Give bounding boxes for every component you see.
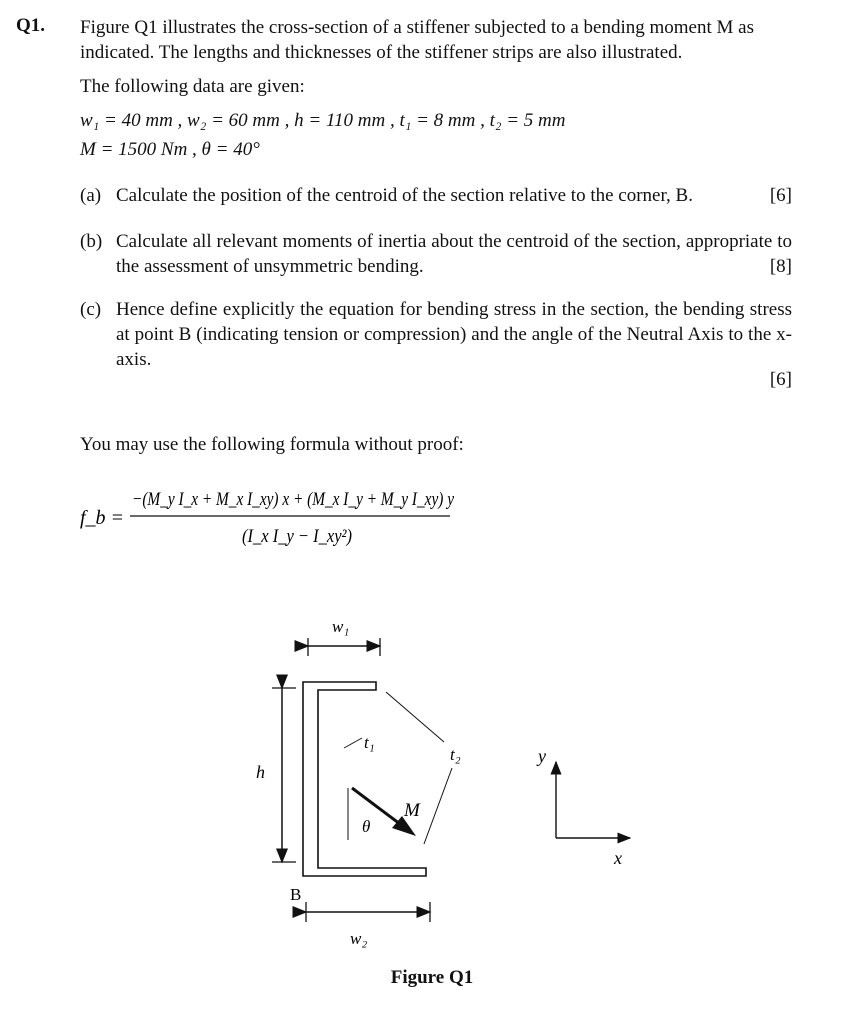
t2-leader [386, 692, 444, 742]
formula-numerator: −(M_y I_x + M_x I_xy) x + (M_x I_y + M_y I_xy) y [132, 489, 455, 510]
formula-denominator: (I_x I_y − I_xy²) [242, 526, 352, 547]
part-a-text: Calculate the position of the centroid of the section relative to the corner, B. [116, 185, 693, 206]
x-axis-label: x [614, 848, 622, 868]
t1-leader [344, 738, 362, 748]
y-axis-label: y [538, 746, 546, 766]
data-line-1: w₁ = 40 mm , w₂ = 60 mm , h = 110 mm , t₁ = 8 mm , t₂ = 5 mm [80, 110, 566, 131]
formula-note: You may use the following formula without proof: [80, 434, 464, 455]
part-b-text: Calculate all relevant moments of inertia about the centroid of the section, appropriate to the assessment of unsymmetric bending. [116, 231, 792, 277]
w1-label: w₁ [332, 617, 350, 636]
question-intro: Figure Q1 illustrates the cross-section of a stiffener subjected to a bending moment M as indicated. The lengths and thicknesses of the stiffener strips are also illustrated. [80, 17, 754, 63]
part-c [80, 297, 792, 372]
moment-label: M [404, 800, 420, 821]
part-b [80, 229, 792, 279]
t2-leader-lower [424, 768, 452, 844]
data-heading: The following data are given: [80, 76, 305, 97]
part-a [80, 183, 792, 208]
t1-label: t₁ [364, 733, 375, 752]
part-b-marks: [8] [769, 256, 792, 277]
bending-formula [70, 478, 500, 558]
w2-label: w₂ [350, 929, 368, 948]
part-c-text: Hence define explicitly the equation for bending stress in the section, the bending stress at point B (indicating tension or compression) and the angle of the Neutral Axis to the x-axis. [116, 299, 792, 370]
question-number: Q1. [16, 15, 46, 36]
theta-label: θ [362, 817, 371, 836]
data-line-2: M = 1500 Nm , θ = 40° [80, 139, 260, 160]
figure-caption: Figure Q1 [390, 967, 474, 988]
part-a-label: (a) [80, 185, 102, 206]
formula-lhs: f_b = [80, 507, 125, 529]
part-a-marks: [6] [769, 185, 792, 206]
part-b-label: (b) [80, 231, 103, 252]
stiffener-figure [0, 600, 864, 960]
part-c-marks: [6] [769, 369, 792, 390]
part-c-label: (c) [80, 299, 102, 320]
h-label: h [256, 762, 265, 782]
corner-b-label: B [290, 885, 302, 904]
t2-label: t₂ [450, 745, 461, 764]
